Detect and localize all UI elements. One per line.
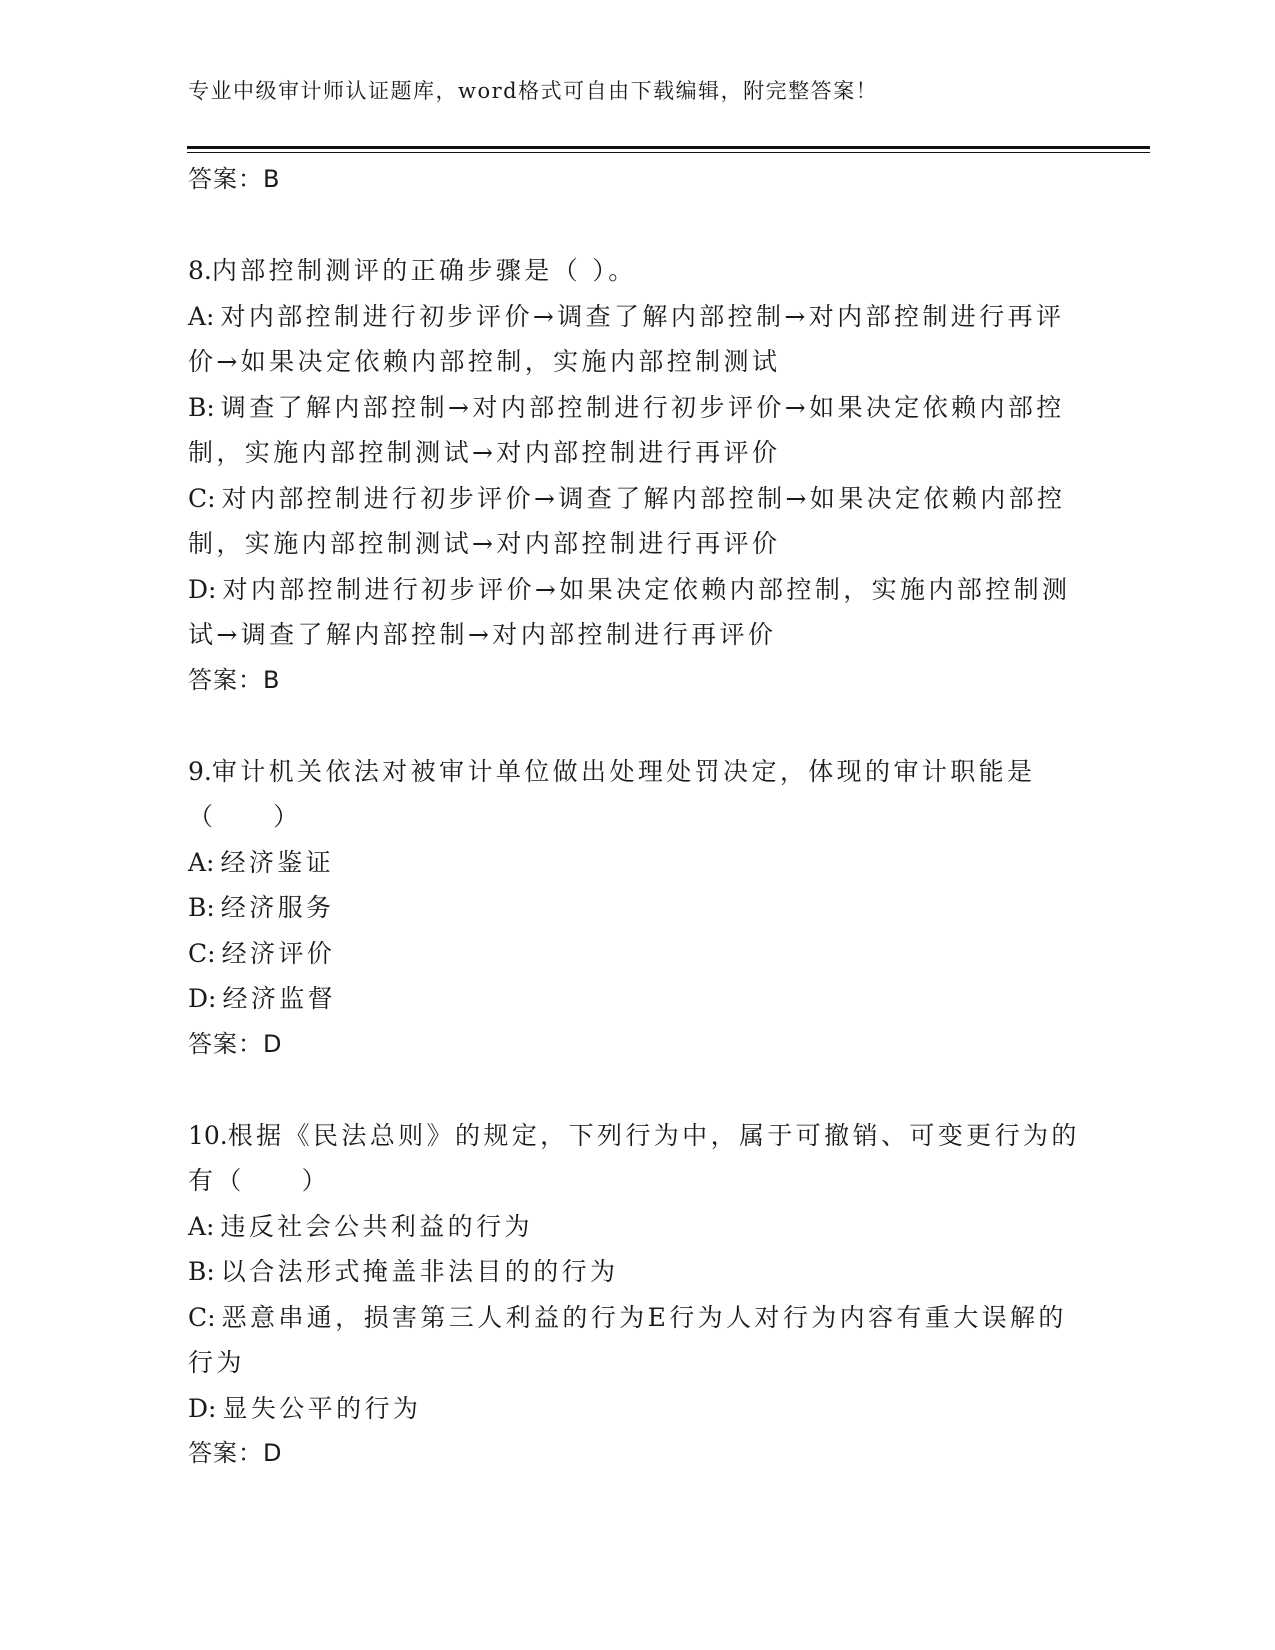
option-text: 对内部控制进行初步评价→调查了解内部控制→对内部控制进行再评价→如果决定依赖内部控制，实施内部控制测试 xyxy=(188,301,1065,376)
question-10 xyxy=(188,1113,1088,1477)
option-text: 以合法形式掩盖非法目的的行为 xyxy=(220,1257,619,1286)
option-key: C: xyxy=(188,1302,216,1332)
question-text xyxy=(188,1113,1088,1204)
option-c xyxy=(188,1295,1088,1386)
option-key: C: xyxy=(188,938,216,968)
question-8 xyxy=(188,248,1088,703)
option-text: 违反社会公共利益的行为 xyxy=(220,1211,533,1241)
option-a xyxy=(188,840,1088,886)
question-stem: 根据《民法总则》的规定，下列行为中，属于可撤销、可变更行为的有（ ） xyxy=(188,1120,1080,1195)
question-stem: 审计机关依法对被审计单位做出处理处罚决定，体现的审计职能是（ ） xyxy=(188,756,1036,831)
option-text: 经济鉴证 xyxy=(220,847,335,877)
question-text xyxy=(188,248,1088,294)
content-area xyxy=(188,157,1088,1476)
option-key: B: xyxy=(188,392,215,422)
option-text: 经济服务 xyxy=(220,893,335,922)
option-c xyxy=(188,476,1088,567)
option-text: 对内部控制进行初步评价→如果决定依赖内部控制，实施内部控制测试→调查了解内部控制→对内部控制进行再评价 xyxy=(188,574,1071,649)
option-b xyxy=(188,385,1088,476)
answer-line: 答案：B xyxy=(188,165,281,193)
option-key: A: xyxy=(188,1211,215,1241)
option-key: D: xyxy=(188,1393,217,1423)
question-number: 9. xyxy=(188,756,212,786)
answer-line: 答案：B xyxy=(188,665,281,694)
answer-line: 答案：D xyxy=(188,1029,283,1058)
question-stem: 内部控制测评的正确步骤是（ ）。 xyxy=(211,256,637,285)
option-d xyxy=(188,976,1088,1022)
question-number: 8. xyxy=(188,256,212,285)
header-rule-thick xyxy=(187,146,1150,149)
option-key: C: xyxy=(188,483,216,513)
option-text: 经济监督 xyxy=(222,984,337,1013)
option-key: A: xyxy=(188,847,215,877)
option-c xyxy=(188,931,1088,977)
option-b xyxy=(188,1249,1088,1295)
option-d xyxy=(188,567,1088,658)
option-text: 调查了解内部控制→对内部控制进行初步评价→如果决定依赖内部控制，实施内部控制测试→对内部控制进行再评价 xyxy=(188,392,1065,467)
option-a xyxy=(188,1204,1088,1250)
option-key: D: xyxy=(188,574,217,604)
option-key: A: xyxy=(188,301,215,331)
option-text: 恶意串通，损害第三人利益的行为E行为人对行为内容有重大误解的行为 xyxy=(188,1302,1067,1377)
option-key: B: xyxy=(188,1257,215,1286)
question-9 xyxy=(188,749,1088,1067)
question-text xyxy=(188,749,1088,840)
option-a xyxy=(188,294,1088,385)
option-text: 显失公平的行为 xyxy=(222,1393,422,1423)
answer-line: 答案：D xyxy=(188,1439,283,1467)
option-d xyxy=(188,1386,1088,1432)
option-text: 经济评价 xyxy=(221,938,336,968)
option-text: 对内部控制进行初步评价→调查了解内部控制→如果决定依赖内部控制，实施内部控制测试→对内部控制进行再评价 xyxy=(188,483,1066,558)
header-rule-thin xyxy=(187,152,1150,153)
question-number: 10. xyxy=(188,1120,228,1150)
page-header: 专业中级审计师认证题库，word格式可自由下载编辑，附完整答案！ xyxy=(188,79,879,103)
option-b xyxy=(188,885,1088,931)
option-key: B: xyxy=(188,893,215,922)
option-key: D: xyxy=(188,984,217,1013)
